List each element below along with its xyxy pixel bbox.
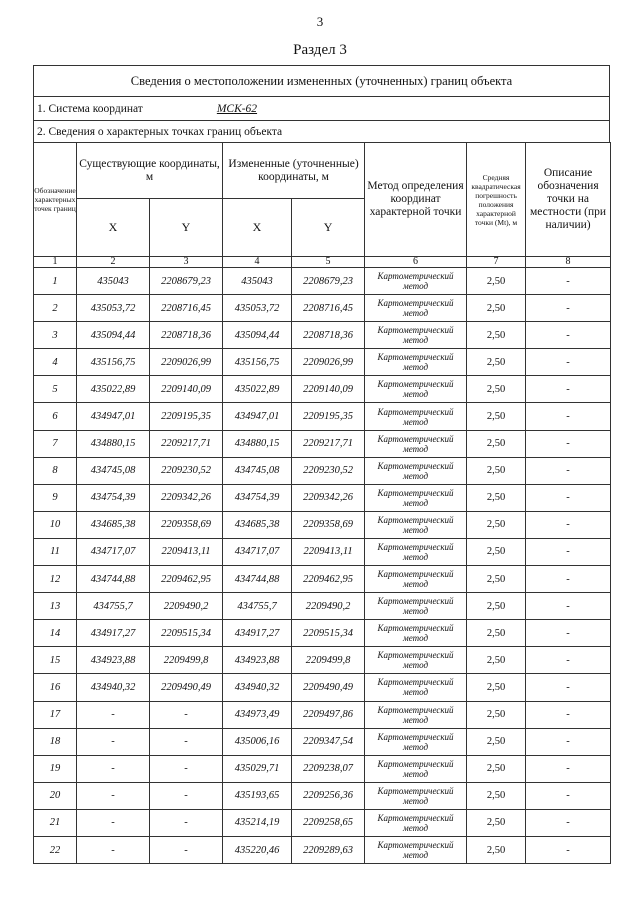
cell-point-number: 4 bbox=[34, 349, 77, 376]
header-description: Описание обозначения точки на местности (при наличии) bbox=[526, 143, 611, 257]
cell-existing-x: 434940,32 bbox=[77, 674, 150, 701]
cell-point-number: 16 bbox=[34, 674, 77, 701]
cell-existing-y: 2209358,69 bbox=[150, 511, 223, 538]
cell-changed-x: 434940,32 bbox=[223, 674, 292, 701]
cell-changed-y: 2209342,26 bbox=[292, 484, 365, 511]
cell-description: - bbox=[526, 295, 611, 322]
cell-existing-y: 2209413,11 bbox=[150, 538, 223, 565]
cell-existing-x: 434917,27 bbox=[77, 620, 150, 647]
cell-method: Картометрический метод bbox=[365, 322, 467, 349]
table-row bbox=[34, 593, 611, 620]
cell-changed-y: 2209140,09 bbox=[292, 376, 365, 403]
cell-existing-x: - bbox=[77, 755, 150, 782]
cell-existing-x: - bbox=[77, 728, 150, 755]
cell-description: - bbox=[526, 403, 611, 430]
cell-changed-y: 2209217,71 bbox=[292, 430, 365, 457]
cell-changed-y: 2209230,52 bbox=[292, 457, 365, 484]
cell-existing-y: 2209490,2 bbox=[150, 593, 223, 620]
table-row bbox=[34, 457, 611, 484]
header-point-designation: Обозначение характерных точек границ bbox=[34, 143, 77, 257]
cell-existing-y: 2209217,71 bbox=[150, 430, 223, 457]
cell-error: 2,50 bbox=[467, 836, 526, 863]
cell-existing-y: 2209342,26 bbox=[150, 484, 223, 511]
table-row bbox=[34, 674, 611, 701]
cell-changed-y: 2209499,8 bbox=[292, 647, 365, 674]
table-row bbox=[34, 430, 611, 457]
cell-changed-x: 435022,89 bbox=[223, 376, 292, 403]
cell-description: - bbox=[526, 322, 611, 349]
cell-method: Картометрический метод bbox=[365, 349, 467, 376]
cell-changed-x: 434947,01 bbox=[223, 403, 292, 430]
cell-error: 2,50 bbox=[467, 295, 526, 322]
cell-point-number: 7 bbox=[34, 430, 77, 457]
cell-changed-y: 2209347,54 bbox=[292, 728, 365, 755]
cell-changed-y: 2209358,69 bbox=[292, 511, 365, 538]
cell-method: Картометрический метод bbox=[365, 376, 467, 403]
cell-existing-x: 434754,39 bbox=[77, 484, 150, 511]
cell-error: 2,50 bbox=[467, 593, 526, 620]
cell-changed-x: 434917,27 bbox=[223, 620, 292, 647]
cell-changed-y: 2209026,99 bbox=[292, 349, 365, 376]
cell-changed-x: 435053,72 bbox=[223, 295, 292, 322]
cell-point-number: 11 bbox=[34, 538, 77, 565]
cell-method: Картометрический метод bbox=[365, 295, 467, 322]
cell-existing-y: - bbox=[150, 701, 223, 728]
table-row bbox=[34, 809, 611, 836]
table-row bbox=[34, 376, 611, 403]
header-changed-x: X bbox=[223, 199, 292, 257]
cell-existing-x: 434755,7 bbox=[77, 593, 150, 620]
cell-changed-x: 435006,16 bbox=[223, 728, 292, 755]
cell-changed-y: 2209462,95 bbox=[292, 566, 365, 593]
cell-existing-y: 2209515,34 bbox=[150, 620, 223, 647]
table-row bbox=[34, 511, 611, 538]
cell-method: Картометрический метод bbox=[365, 728, 467, 755]
coord-system-label: 1. Система координат bbox=[37, 103, 143, 115]
cell-description: - bbox=[526, 484, 611, 511]
cell-error: 2,50 bbox=[467, 782, 526, 809]
cell-error: 2,50 bbox=[467, 755, 526, 782]
table-row bbox=[34, 647, 611, 674]
cell-changed-y: 2208718,36 bbox=[292, 322, 365, 349]
cell-changed-x: 434880,15 bbox=[223, 430, 292, 457]
cell-error: 2,50 bbox=[467, 701, 526, 728]
cell-description: - bbox=[526, 430, 611, 457]
column-number: 7 bbox=[467, 257, 526, 268]
cell-error: 2,50 bbox=[467, 728, 526, 755]
table-row bbox=[34, 755, 611, 782]
table-row bbox=[34, 403, 611, 430]
cell-existing-x: 434923,88 bbox=[77, 647, 150, 674]
cell-changed-x: 434755,7 bbox=[223, 593, 292, 620]
cell-error: 2,50 bbox=[467, 349, 526, 376]
cell-changed-y: 2209490,2 bbox=[292, 593, 365, 620]
cell-error: 2,50 bbox=[467, 322, 526, 349]
cell-existing-x: 435043 bbox=[77, 268, 150, 295]
cell-description: - bbox=[526, 376, 611, 403]
header-existing-x: X bbox=[77, 199, 150, 257]
cell-point-number: 21 bbox=[34, 809, 77, 836]
cell-error: 2,50 bbox=[467, 376, 526, 403]
header-error: Средняя квадратическая погрешность положения характерной точки (Mt), м bbox=[467, 143, 526, 257]
cell-method: Картометрический метод bbox=[365, 755, 467, 782]
cell-error: 2,50 bbox=[467, 457, 526, 484]
page-number: 3 bbox=[316, 14, 324, 29]
cell-changed-x: 434973,49 bbox=[223, 701, 292, 728]
cell-point-number: 12 bbox=[34, 566, 77, 593]
cell-point-number: 2 bbox=[34, 295, 77, 322]
cell-existing-y: - bbox=[150, 755, 223, 782]
coord-system-row bbox=[33, 96, 610, 120]
cell-changed-y: 2209413,11 bbox=[292, 538, 365, 565]
table-row bbox=[34, 322, 611, 349]
header-existing-y: Y bbox=[150, 199, 223, 257]
cell-changed-y: 2209497,86 bbox=[292, 701, 365, 728]
cell-description: - bbox=[526, 701, 611, 728]
cell-existing-y: - bbox=[150, 728, 223, 755]
cell-existing-y: 2208679,23 bbox=[150, 268, 223, 295]
cell-error: 2,50 bbox=[467, 403, 526, 430]
cell-point-number: 17 bbox=[34, 701, 77, 728]
cell-changed-x: 435094,44 bbox=[223, 322, 292, 349]
cell-method: Картометрический метод bbox=[365, 782, 467, 809]
table-row bbox=[34, 728, 611, 755]
cell-method: Картометрический метод bbox=[365, 674, 467, 701]
cell-changed-y: 2208679,23 bbox=[292, 268, 365, 295]
table-row bbox=[34, 620, 611, 647]
cell-existing-x: 435094,44 bbox=[77, 322, 150, 349]
table-row bbox=[34, 295, 611, 322]
cell-changed-x: 435220,46 bbox=[223, 836, 292, 863]
cell-existing-y: 2209140,09 bbox=[150, 376, 223, 403]
cell-point-number: 6 bbox=[34, 403, 77, 430]
column-number: 4 bbox=[223, 257, 292, 268]
column-number: 8 bbox=[526, 257, 611, 268]
cell-method: Картометрический метод bbox=[365, 701, 467, 728]
cell-existing-x: - bbox=[77, 701, 150, 728]
table-title: Сведения о местоположении измененных (уточненных) границ объекта bbox=[33, 65, 610, 96]
cell-changed-x: 435043 bbox=[223, 268, 292, 295]
cell-changed-x: 434923,88 bbox=[223, 647, 292, 674]
cell-error: 2,50 bbox=[467, 538, 526, 565]
cell-method: Картометрический метод bbox=[365, 836, 467, 863]
cell-description: - bbox=[526, 674, 611, 701]
cell-changed-y: 2209258,65 bbox=[292, 809, 365, 836]
cell-description: - bbox=[526, 511, 611, 538]
cell-description: - bbox=[526, 620, 611, 647]
cell-changed-x: 434744,88 bbox=[223, 566, 292, 593]
cell-point-number: 3 bbox=[34, 322, 77, 349]
cell-existing-x: - bbox=[77, 809, 150, 836]
cell-description: - bbox=[526, 349, 611, 376]
cell-existing-y: 2208716,45 bbox=[150, 295, 223, 322]
cell-point-number: 19 bbox=[34, 755, 77, 782]
header-changed-y: Y bbox=[292, 199, 365, 257]
table-row bbox=[34, 701, 611, 728]
points-heading: 2. Сведения о характерных точках границ объекта bbox=[33, 120, 610, 142]
cell-error: 2,50 bbox=[467, 566, 526, 593]
cell-changed-y: 2209289,63 bbox=[292, 836, 365, 863]
cell-description: - bbox=[526, 836, 611, 863]
cell-description: - bbox=[526, 755, 611, 782]
table-row bbox=[34, 484, 611, 511]
cell-description: - bbox=[526, 268, 611, 295]
cell-existing-x: 434744,88 bbox=[77, 566, 150, 593]
column-number: 5 bbox=[292, 257, 365, 268]
cell-existing-x: - bbox=[77, 836, 150, 863]
cell-changed-x: 435156,75 bbox=[223, 349, 292, 376]
column-number: 6 bbox=[365, 257, 467, 268]
cell-error: 2,50 bbox=[467, 268, 526, 295]
cell-existing-y: - bbox=[150, 836, 223, 863]
cell-existing-y: 2209026,99 bbox=[150, 349, 223, 376]
column-number: 1 bbox=[34, 257, 77, 268]
cell-method: Картометрический метод bbox=[365, 566, 467, 593]
header-changed-coords: Измененные (уточненные) координаты, м bbox=[223, 143, 365, 199]
cell-method: Картометрический метод bbox=[365, 403, 467, 430]
cell-existing-y: 2209195,35 bbox=[150, 403, 223, 430]
cell-point-number: 10 bbox=[34, 511, 77, 538]
cell-existing-x: 435022,89 bbox=[77, 376, 150, 403]
cell-point-number: 8 bbox=[34, 457, 77, 484]
cell-existing-x: 435053,72 bbox=[77, 295, 150, 322]
cell-existing-y: 2209490,49 bbox=[150, 674, 223, 701]
cell-existing-y: - bbox=[150, 809, 223, 836]
cell-changed-y: 2209256,36 bbox=[292, 782, 365, 809]
cell-existing-x: 435156,75 bbox=[77, 349, 150, 376]
cell-description: - bbox=[526, 593, 611, 620]
cell-changed-x: 434717,07 bbox=[223, 538, 292, 565]
cell-existing-x: - bbox=[77, 782, 150, 809]
cell-description: - bbox=[526, 809, 611, 836]
cell-existing-y: 2208718,36 bbox=[150, 322, 223, 349]
cell-existing-y: - bbox=[150, 782, 223, 809]
cell-changed-y: 2209238,07 bbox=[292, 755, 365, 782]
cell-changed-y: 2209515,34 bbox=[292, 620, 365, 647]
points-table-body bbox=[34, 268, 611, 864]
cell-changed-y: 2209490,49 bbox=[292, 674, 365, 701]
cell-point-number: 18 bbox=[34, 728, 77, 755]
table-row bbox=[34, 538, 611, 565]
cell-point-number: 20 bbox=[34, 782, 77, 809]
cell-error: 2,50 bbox=[467, 674, 526, 701]
cell-existing-x: 434947,01 bbox=[77, 403, 150, 430]
table-row bbox=[34, 566, 611, 593]
cell-description: - bbox=[526, 728, 611, 755]
cell-point-number: 13 bbox=[34, 593, 77, 620]
table-row bbox=[34, 349, 611, 376]
cell-point-number: 1 bbox=[34, 268, 77, 295]
cell-error: 2,50 bbox=[467, 620, 526, 647]
cell-method: Картометрический метод bbox=[365, 593, 467, 620]
cell-description: - bbox=[526, 782, 611, 809]
cell-method: Картометрический метод bbox=[365, 538, 467, 565]
cell-description: - bbox=[526, 457, 611, 484]
cell-method: Картометрический метод bbox=[365, 809, 467, 836]
cell-existing-x: 434745,08 bbox=[77, 457, 150, 484]
cell-changed-x: 434754,39 bbox=[223, 484, 292, 511]
cell-error: 2,50 bbox=[467, 511, 526, 538]
cell-method: Картометрический метод bbox=[365, 268, 467, 295]
cell-method: Картометрический метод bbox=[365, 511, 467, 538]
cell-method: Картометрический метод bbox=[365, 457, 467, 484]
cell-description: - bbox=[526, 647, 611, 674]
cell-point-number: 22 bbox=[34, 836, 77, 863]
table-row bbox=[34, 836, 611, 863]
table-row bbox=[34, 782, 611, 809]
column-number: 3 bbox=[150, 257, 223, 268]
cell-existing-y: 2209462,95 bbox=[150, 566, 223, 593]
cell-changed-y: 2209195,35 bbox=[292, 403, 365, 430]
section-title: Раздел 3 bbox=[293, 42, 347, 58]
cell-changed-x: 434745,08 bbox=[223, 457, 292, 484]
cell-point-number: 15 bbox=[34, 647, 77, 674]
column-number: 2 bbox=[77, 257, 150, 268]
cell-existing-x: 434685,38 bbox=[77, 511, 150, 538]
header-existing-coords: Существующие координаты, м bbox=[77, 143, 223, 199]
cell-changed-x: 435214,19 bbox=[223, 809, 292, 836]
cell-method: Картометрический метод bbox=[365, 430, 467, 457]
cell-description: - bbox=[526, 538, 611, 565]
points-table bbox=[33, 142, 611, 864]
cell-error: 2,50 bbox=[467, 647, 526, 674]
cell-point-number: 5 bbox=[34, 376, 77, 403]
cell-changed-x: 434685,38 bbox=[223, 511, 292, 538]
cell-existing-x: 434880,15 bbox=[77, 430, 150, 457]
cell-changed-x: 435029,71 bbox=[223, 755, 292, 782]
cell-method: Картометрический метод bbox=[365, 484, 467, 511]
cell-point-number: 9 bbox=[34, 484, 77, 511]
cell-changed-y: 2208716,45 bbox=[292, 295, 365, 322]
table-row bbox=[34, 268, 611, 295]
cell-error: 2,50 bbox=[467, 430, 526, 457]
cell-existing-y: 2209499,8 bbox=[150, 647, 223, 674]
header-method: Метод определения координат характерной точки bbox=[365, 143, 467, 257]
boundary-table-frame bbox=[33, 65, 610, 864]
cell-point-number: 14 bbox=[34, 620, 77, 647]
cell-changed-x: 435193,65 bbox=[223, 782, 292, 809]
cell-method: Картометрический метод bbox=[365, 620, 467, 647]
column-numbers-row bbox=[34, 257, 611, 268]
coord-system-value: МСК-62 bbox=[216, 103, 258, 115]
cell-existing-x: 434717,07 bbox=[77, 538, 150, 565]
cell-existing-y: 2209230,52 bbox=[150, 457, 223, 484]
cell-method: Картометрический метод bbox=[365, 647, 467, 674]
cell-description: - bbox=[526, 566, 611, 593]
cell-error: 2,50 bbox=[467, 809, 526, 836]
cell-error: 2,50 bbox=[467, 484, 526, 511]
